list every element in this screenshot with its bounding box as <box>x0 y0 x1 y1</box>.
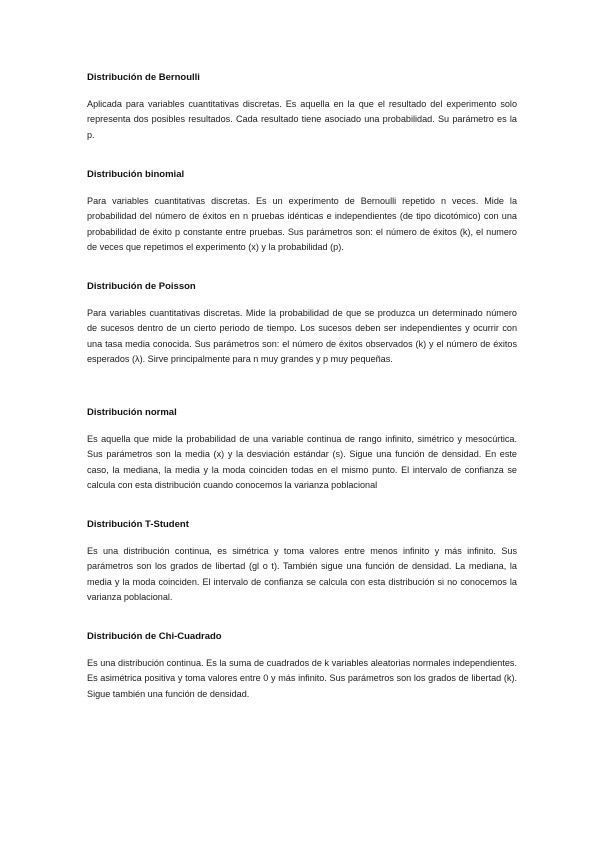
section-heading: Distribución de Poisson <box>87 281 196 292</box>
section-poisson <box>87 281 517 368</box>
section-bernoulli <box>87 72 517 143</box>
section-paragraph: Para variables cuantitativas discretas. Mide la probabilidad de que se produzca un determinado número de sucesos dentro de un cierto periodo de tiempo. Los sucesos deben ser independientes y ocurrir con una tasa media conocida. Sus parámetros son: el número de éxitos observados (k) y el número de éxitos esperados (λ). Sirve principalmente para n muy grandes y p muy pequeñas. <box>87 308 517 365</box>
section-heading: Distribución de Chi-Cuadrado <box>87 631 222 642</box>
section-paragraph: Para variables cuantitativas discretas. Es un experimento de Bernoulli repetido n veces. Mide la probabilidad del número de éxitos en n pruebas idénticas e independientes (de tipo dicotómico) con una probabilidad de éxito p constante entre pruebas. Sus parámetros son: el número de éxitos (k), el numero de veces que repetimos el experimento (x) y la probabilidad (p). <box>87 196 517 253</box>
section-binomial <box>87 169 517 256</box>
section-paragraph: Es una distribución continua. Es la suma de cuadrados de k variables aleatorias normales independientes. Es asimétrica positiva y toma valores entre 0 y más infinito. Sus parámetros son los grados de libertad (k). Sigue también una función de densidad. <box>87 658 517 699</box>
section-chi-cuadrado <box>87 631 517 702</box>
section-heading: Distribución normal <box>87 407 177 418</box>
section-paragraph: Aplicada para variables cuantitativas discretas. Es aquella en la que el resultado del experimento solo representa dos posibles resultados. Cada resultado tiene asociado una probabilidad. Su parámetro es la p. <box>87 99 517 140</box>
section-heading: Distribución de Bernoulli <box>87 72 200 83</box>
section-paragraph: Es aquella que mide la probabilidad de una variable continua de rango infinito, simétrico y mesocúrtica. Sus parámetros son la media (x) y la desviación estándar (s). Sigue una función de densidad. En este caso, la mediana, la media y la moda coinciden todas en el mismo punto. El intervalo de confianza se calcula con esta distribución cuando conocemos la varianza poblacional <box>87 434 517 491</box>
section-normal <box>87 407 517 494</box>
section-heading: Distribución binomial <box>87 169 185 180</box>
section-heading: Distribución T-Student <box>87 519 189 530</box>
section-t-student <box>87 519 517 606</box>
section-paragraph: Es una distribución continua, es simétrica y toma valores entre menos infinito y más infinito. Sus parámetros son los grados de libertad (gl o t). También sigue una función de densidad. La mediana, la media y la moda coinciden. El intervalo de confianza se calcula con esta distribución si no conocemos la varianza poblacional. <box>87 546 517 603</box>
